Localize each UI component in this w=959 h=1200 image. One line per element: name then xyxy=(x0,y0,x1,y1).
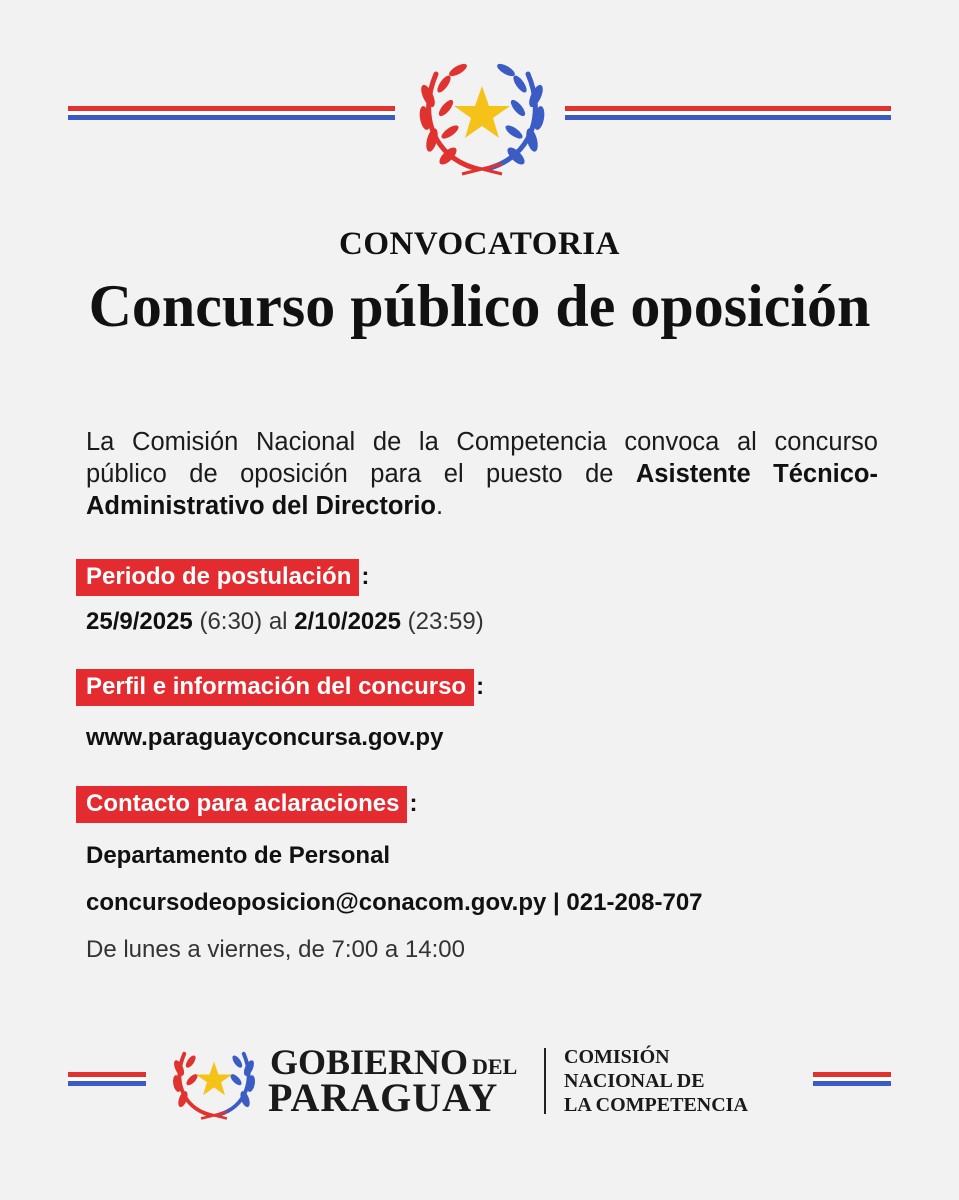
bottom-left-flag-stripes xyxy=(68,1072,146,1086)
contact-label: Contacto para aclaraciones xyxy=(76,786,407,823)
profile-label-row xyxy=(76,669,484,706)
end-time: (23:59) xyxy=(407,608,484,635)
end-date: 2/10/2025 xyxy=(294,608,401,635)
period-label-row xyxy=(76,559,369,596)
org-line1: COMISIÓN xyxy=(564,1046,670,1068)
contact-hours: De lunes a viernes, de 7:00 a 14:00 xyxy=(86,936,465,963)
top-left-flag-stripes xyxy=(68,106,395,120)
start-time: (6:30) xyxy=(199,608,263,635)
intro-end: . xyxy=(435,492,444,520)
org-line2: NACIONAL DE xyxy=(564,1070,705,1092)
gov-line2: PARAGUAY xyxy=(268,1075,499,1120)
contact-department: Departamento de Personal xyxy=(86,842,391,869)
bottom-right-flag-stripes xyxy=(813,1072,891,1086)
contact-colon: : xyxy=(409,790,418,817)
profile-label: Perfil e información del concurso xyxy=(76,669,474,706)
start-date: 25/9/2025 xyxy=(86,608,193,635)
footer-divider xyxy=(544,1048,546,1114)
date-connector: al xyxy=(268,608,288,635)
page-title: Concurso público de oposición xyxy=(88,273,871,339)
national-crest-icon xyxy=(414,56,550,176)
gov-del: DEL xyxy=(472,1054,518,1079)
position-name: Asistente Técnico-Administrativo del Directorio xyxy=(86,460,878,520)
profile-url[interactable]: www.paraguayconcursa.gov.py xyxy=(86,724,444,751)
gov-line1: GOBIERNO xyxy=(270,1042,469,1082)
period-dates xyxy=(86,608,484,636)
period-colon: : xyxy=(361,563,370,590)
org-line3: LA COMPETENCIA xyxy=(564,1094,748,1116)
intro-paragraph xyxy=(86,426,878,522)
footer-crest-icon xyxy=(170,1042,258,1120)
top-right-flag-stripes xyxy=(565,106,891,120)
period-label: Periodo de postulación xyxy=(76,559,359,596)
contact-email-phone[interactable]: concursodeoposicion@conacom.gov.py | 021-208-707 xyxy=(86,889,703,916)
contact-label-row xyxy=(76,786,417,823)
intro-text: La Comisión Nacional de la Competencia convoca al concurso público de oposición para el puesto de xyxy=(86,428,878,488)
eyebrow-heading: CONVOCATORIA xyxy=(339,226,620,262)
profile-colon: : xyxy=(476,673,485,700)
